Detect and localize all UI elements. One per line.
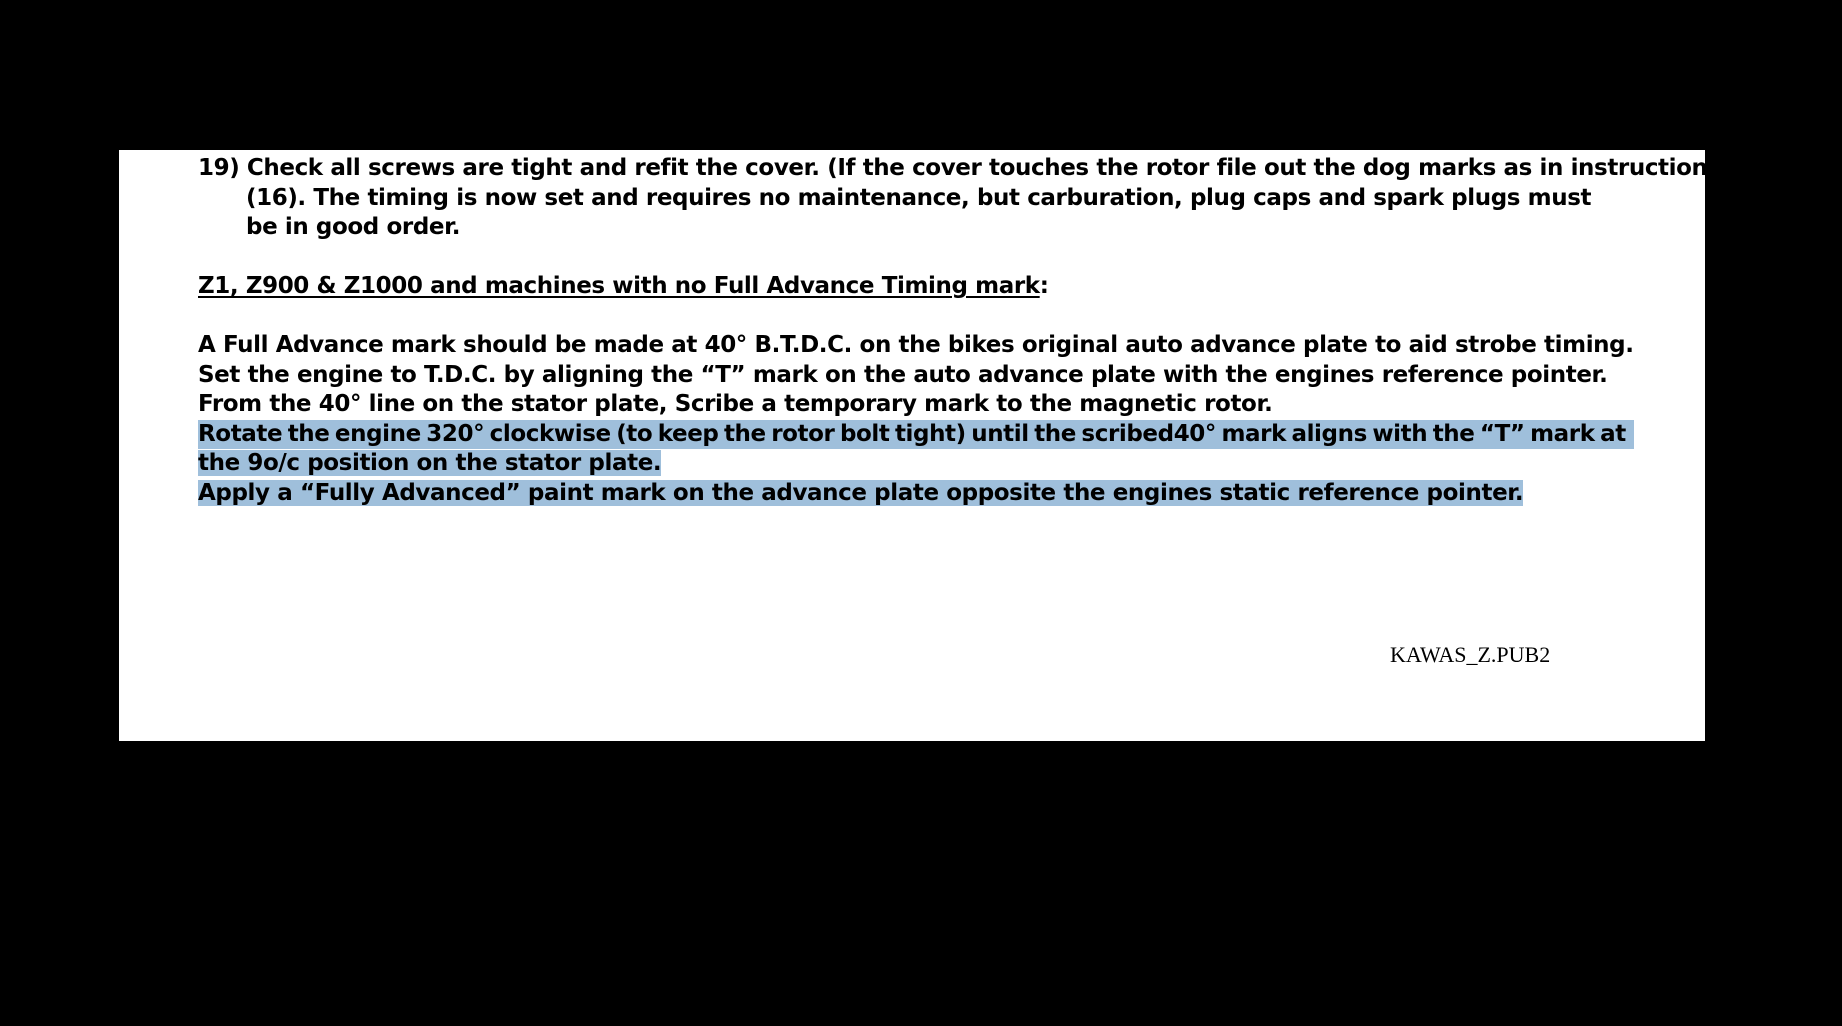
section-heading-text[interactable]: Z1, Z900 & Z1000 and machines with no Full Advance Timing mark [198,273,1040,299]
step-19-line-3[interactable]: be in good order. [246,214,461,240]
selected-word: keep [657,420,719,447]
selected-word: mark [1530,420,1595,447]
selected-word: with [1372,420,1428,447]
selected-word: the [723,420,766,447]
selected-word: until [971,420,1029,447]
paragraph-line-3[interactable]: From the 40° line on the stator plate, Scribe a temporary mark to the magnetic rotor. [198,391,1273,417]
page-content [198,154,1708,508]
section-heading-colon: : [1039,273,1049,299]
step-19-line-2[interactable]: (16). The timing is now set and requires no maintenance, but carburation, plug caps and spark plugs must [246,184,1592,211]
selected-text-line-6[interactable]: Apply a “Fully Advanced” paint mark on the advance plate opposite the engines static reference pointer. [198,479,1524,506]
selected-word: (to [616,420,653,447]
paragraph-spacer [198,302,1634,332]
selected-word: mark [1221,420,1286,447]
selected-word: aligns [1291,420,1367,447]
selected-word: “T” [1479,420,1525,447]
selected-text-line-4[interactable] [198,420,1634,450]
selected-word: the [1432,420,1475,447]
selected-text-line-6-wrap [198,479,1634,509]
selected-text-line-5[interactable]: the 9o/c position on the stator plate. [198,450,662,476]
selected-word: rotor [771,420,835,447]
selected-word: the [1034,420,1076,447]
selected-word: engine [334,420,421,447]
document-page [119,150,1708,741]
file-name-footer: KAWAS_Z.PUB2 [1390,642,1551,667]
selected-word: 320° [426,420,485,447]
selected-text-line-5-wrap [198,449,1634,479]
selected-word: the [287,420,330,447]
selected-word: Rotate [198,420,283,447]
paragraph-line-1[interactable]: A Full Advance mark should be made at 40° B.T.D.C. on the bikes original auto advance plate to aid strobe timing. [198,332,1634,358]
selected-word: bolt [839,420,890,447]
selected-word: at [1600,420,1626,447]
paragraph-line-2[interactable]: Set the engine to T.D.C. by aligning the “T” mark on the auto advance plate with the engines reference pointer. [198,361,1608,388]
section-heading[interactable] [198,272,1634,302]
paragraph-spacer [198,243,1634,273]
selected-word: tight) [894,420,966,447]
step-19-line-1[interactable]: 19) Check all screws are tight and refit the cover. (If the cover touches the rotor file out the dog marks as in instruction [198,155,1708,181]
selected-word: clockwise [489,420,611,447]
selected-word: scribed40° [1081,420,1217,447]
